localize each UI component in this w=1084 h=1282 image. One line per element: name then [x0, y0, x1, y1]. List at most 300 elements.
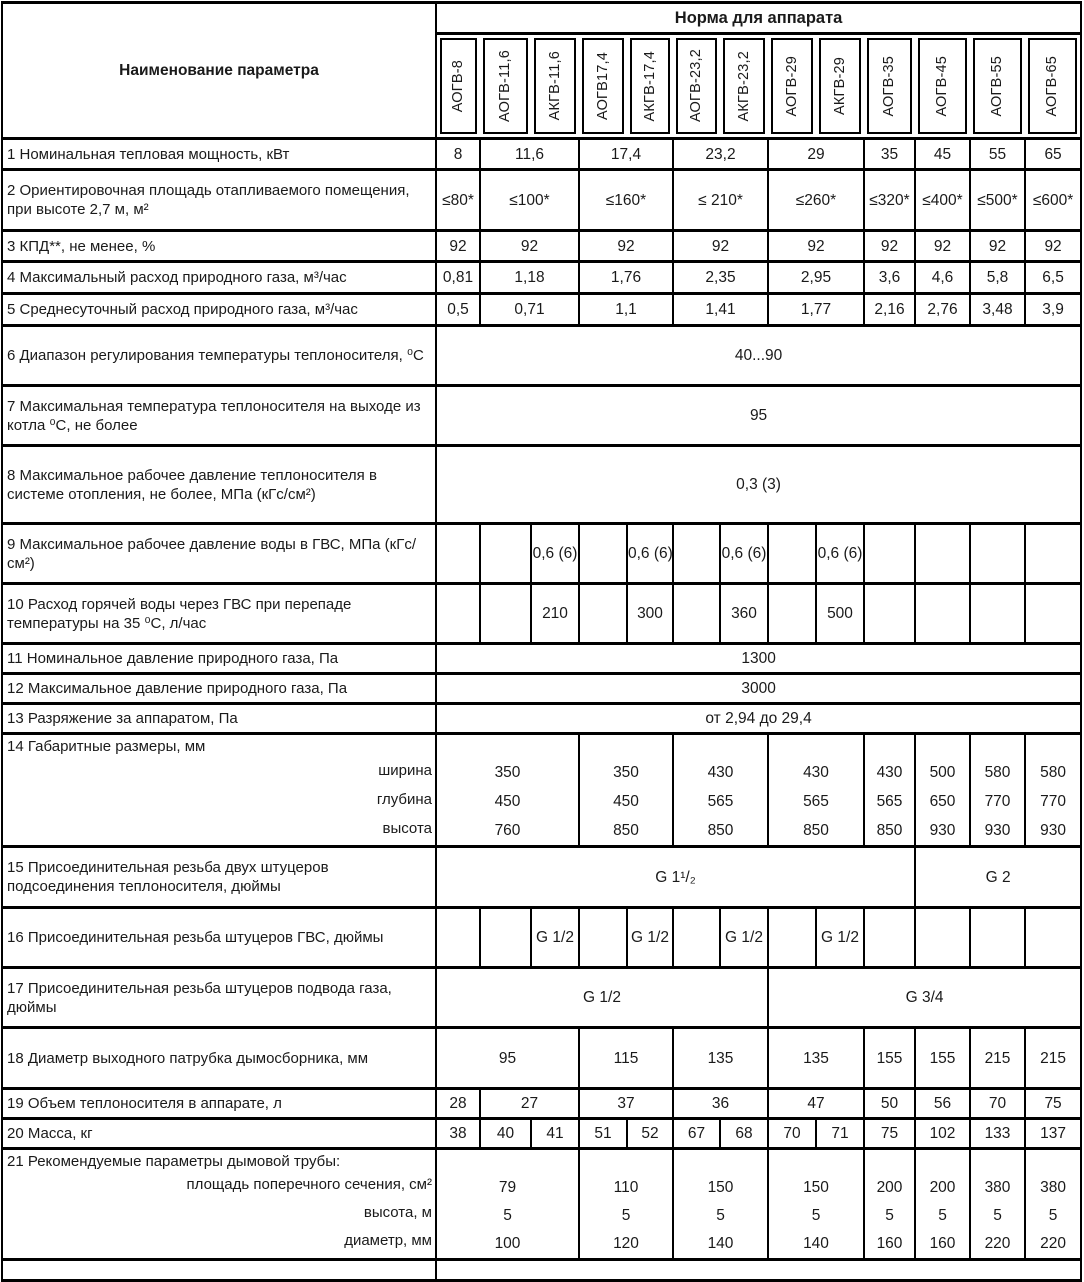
value-cell: 52	[627, 1119, 673, 1149]
value-line: 450	[494, 793, 521, 810]
footnote-value-cell	[436, 1260, 1081, 1281]
value-cell: 95	[436, 386, 1081, 446]
row-label: 9 Максимальное рабочее давление воды в ГВС, МПа (кГс/см²)	[7, 535, 417, 572]
column-header-box	[440, 38, 477, 134]
value-line: 930	[984, 822, 1011, 839]
table-row	[2, 294, 1081, 326]
value-cell: ≤320*	[864, 170, 915, 231]
value-cell: от 2,94 до 29,4	[436, 704, 1081, 734]
model-label: АОГВ-29	[783, 55, 800, 117]
value-line: 110	[613, 1179, 639, 1196]
column-header-box	[630, 38, 670, 134]
table-row	[2, 231, 1081, 262]
row-label: 15 Присоединительная резьба двух штуцеров подсоединения теплоносителя, дюймы	[7, 859, 329, 895]
value-line: 430	[876, 764, 903, 781]
value-cell: 92	[673, 231, 768, 262]
value-cell	[970, 734, 1025, 847]
row-label: 8 Максимальное рабочее давление теплоносителя в системе отопления, не более, МПа (кГс/см²)	[7, 466, 377, 503]
row-label: 13 Разряжение за аппаратом, Па	[7, 710, 238, 727]
column-header-cell	[720, 34, 768, 139]
column-header-cell	[768, 34, 816, 139]
column-header-box	[973, 38, 1022, 134]
value-cell: 500	[816, 584, 864, 644]
model-label: АКГВ-23,2	[735, 50, 752, 122]
value-cell: 1,41	[673, 294, 768, 326]
model-label: АОГВ-23,2	[688, 49, 704, 123]
table-row	[2, 1119, 1081, 1149]
table-row	[2, 326, 1081, 386]
value-line: 5	[503, 1207, 512, 1224]
row-label-cell	[2, 1149, 436, 1260]
row-label: 17 Присоединительная резьба штуцеров подвода газа, дюймы	[7, 979, 392, 1016]
value-cell: 45	[915, 139, 970, 170]
model-label: АОГВ-55	[989, 55, 1005, 117]
value-line: 5	[993, 1207, 1002, 1224]
norm-header: Норма для аппарата	[436, 3, 1081, 34]
column-header-box	[1028, 38, 1077, 134]
value-cell	[915, 524, 970, 584]
value-cell	[768, 524, 816, 584]
value-line: 350	[494, 764, 521, 781]
value-cell	[480, 908, 531, 968]
value-cell	[1025, 908, 1081, 968]
column-header-cell	[915, 34, 970, 139]
value-cell: 71	[816, 1119, 864, 1149]
value-cell	[970, 584, 1025, 644]
value-cell: 92	[970, 231, 1025, 262]
table-row	[2, 1149, 1081, 1260]
value-cell: 360	[720, 584, 768, 644]
value-cell: G 1¹/₂	[436, 847, 915, 908]
value-cell: 51	[579, 1119, 627, 1149]
column-header-cell	[480, 34, 531, 139]
row-label: 14 Габаритные размеры, мм	[7, 738, 206, 755]
value-cell: 92	[579, 231, 673, 262]
value-line: 850	[803, 822, 829, 839]
value-line: 500	[929, 764, 956, 781]
sub-label: высота	[382, 820, 432, 837]
value-cell: 0,6 (6)	[627, 524, 673, 584]
value-cell	[673, 734, 768, 847]
model-label: АОГВ-11,6	[497, 50, 513, 122]
value-cell: ≤500*	[970, 170, 1025, 231]
value-cell: 55	[970, 139, 1025, 170]
value-line: 580	[984, 764, 1011, 781]
value-cell: 70	[970, 1089, 1025, 1119]
row-label-cell	[2, 386, 436, 446]
row-label-cell	[2, 262, 436, 294]
sub-label: высота, м	[363, 1204, 432, 1221]
value-cell: 3000	[436, 674, 1081, 704]
value-cell: 75	[864, 1119, 915, 1149]
value-cell	[970, 1149, 1025, 1260]
row-label-cell	[2, 446, 436, 524]
value-cell: 1,77	[768, 294, 864, 326]
value-cell: 1,1	[579, 294, 673, 326]
value-cell	[864, 524, 915, 584]
model-label: АОГВ-65	[1044, 55, 1061, 117]
value-cell	[673, 1149, 768, 1260]
sub-label: ширина	[378, 762, 432, 779]
value-line: 150	[803, 1179, 829, 1196]
value-cell: 2,95	[768, 262, 864, 294]
row-label: 7 Максимальная температура теплоносителя на выходе из котла ⁰С, не более	[7, 397, 421, 434]
value-cell: 0,6 (6)	[816, 524, 864, 584]
value-cell: 3,6	[864, 262, 915, 294]
value-cell	[579, 524, 627, 584]
model-label: АКГВ-11,6	[546, 51, 563, 121]
table-row	[2, 908, 1081, 968]
value-cell: 67	[673, 1119, 720, 1149]
row-label: 3 КПД**, не менее, %	[7, 237, 156, 255]
value-cell: 70	[768, 1119, 816, 1149]
row-label-cell	[2, 139, 436, 170]
value-cell	[1025, 584, 1081, 644]
header-row-top	[2, 3, 1081, 34]
model-label: АОГВ-8	[450, 59, 466, 113]
row-label: 18 Диаметр выходного патрубка дымосборника, мм	[7, 1049, 369, 1067]
value-cell	[915, 908, 970, 968]
value-line: 760	[494, 822, 521, 839]
value-cell: 92	[864, 231, 915, 262]
value-cell: 6,5	[1025, 262, 1081, 294]
value-cell	[915, 734, 970, 847]
value-cell: 92	[480, 231, 579, 262]
value-cell	[436, 1149, 579, 1260]
table-row	[2, 674, 1081, 704]
table-row	[2, 734, 1081, 847]
value-cell: 23,2	[673, 139, 768, 170]
value-line: 565	[803, 793, 829, 810]
value-cell: 17,4	[579, 139, 673, 170]
column-header-cell	[579, 34, 627, 139]
row-label: 21 Рекомендуемые параметры дымовой трубы:	[7, 1153, 341, 1170]
table-row	[2, 386, 1081, 446]
value-line: 200	[876, 1179, 903, 1196]
table-row	[2, 170, 1081, 231]
row-label-cell	[2, 704, 436, 734]
table-row	[2, 704, 1081, 734]
table-row	[2, 1089, 1081, 1119]
value-line: 770	[984, 793, 1011, 810]
value-cell: 0,5	[436, 294, 480, 326]
column-header-cell	[436, 34, 480, 139]
value-cell: 215	[1025, 1028, 1081, 1089]
value-line: 380	[1040, 1179, 1066, 1196]
value-cell: 1300	[436, 644, 1081, 674]
table-row	[2, 1028, 1081, 1089]
value-cell	[673, 524, 720, 584]
value-line: 770	[1040, 793, 1066, 810]
value-cell: 35	[864, 139, 915, 170]
value-cell: 47	[768, 1089, 864, 1119]
value-cell: G 1/2	[436, 968, 768, 1028]
value-cell	[436, 584, 480, 644]
footnote-label-cell	[2, 1260, 436, 1281]
value-line: 450	[613, 793, 639, 810]
value-line: 120	[613, 1235, 639, 1252]
value-cell: 0,6 (6)	[531, 524, 579, 584]
value-cell: 65	[1025, 139, 1081, 170]
column-header-box	[819, 38, 861, 134]
value-cell: 68	[720, 1119, 768, 1149]
value-cell: 75	[1025, 1089, 1081, 1119]
table-row	[2, 139, 1081, 170]
value-line: 430	[803, 764, 829, 781]
value-cell: ≤400*	[915, 170, 970, 231]
column-header-box	[534, 38, 576, 134]
column-header-box	[867, 38, 912, 134]
value-line: 380	[984, 1179, 1011, 1196]
value-cell: 215	[970, 1028, 1025, 1089]
column-header-cell	[531, 34, 579, 139]
row-label-cell	[2, 908, 436, 968]
value-line: 5	[938, 1207, 947, 1224]
value-line: 140	[803, 1235, 829, 1252]
column-header-box	[771, 38, 813, 134]
row-label-cell	[2, 524, 436, 584]
column-header-cell	[816, 34, 864, 139]
value-line: 565	[707, 793, 734, 810]
value-cell	[436, 734, 579, 847]
value-line: 580	[1040, 764, 1066, 781]
row-label: 6 Диапазон регулирования температуры теплоносителя, ⁰С	[7, 347, 424, 364]
value-line: 5	[811, 1207, 821, 1224]
column-header-box	[918, 38, 967, 134]
value-cell: 41	[531, 1119, 579, 1149]
value-cell	[579, 1149, 673, 1260]
value-cell: G 3/4	[768, 968, 1081, 1028]
value-line: 160	[876, 1235, 903, 1252]
value-cell: 2,35	[673, 262, 768, 294]
value-cell	[480, 584, 531, 644]
model-label: АОГВ-45	[934, 55, 950, 117]
row-label: 5 Среднесуточный расход природного газа, м³/час	[7, 301, 358, 318]
row-label-cell	[2, 734, 436, 847]
row-label-cell	[2, 294, 436, 326]
value-cell: ≤160*	[579, 170, 673, 231]
value-line: 850	[876, 822, 903, 839]
value-line: 850	[613, 822, 639, 839]
value-cell: 50	[864, 1089, 915, 1119]
value-line: 350	[613, 764, 639, 781]
value-line: 5	[885, 1207, 894, 1224]
column-header-cell	[970, 34, 1025, 139]
value-line: 5	[1048, 1207, 1058, 1224]
value-line: 850	[707, 822, 734, 839]
value-cell: 1,18	[480, 262, 579, 294]
value-cell: 133	[970, 1119, 1025, 1149]
row-label-cell	[2, 674, 436, 704]
table-row	[2, 262, 1081, 294]
value-cell: 115	[579, 1028, 673, 1089]
value-line: 930	[1040, 822, 1066, 839]
value-cell: ≤600*	[1025, 170, 1081, 231]
column-header-cell	[673, 34, 720, 139]
row-label: 1 Номинальная тепловая мощность, кВт	[7, 145, 290, 163]
value-cell: ≤ 210*	[673, 170, 768, 231]
value-cell: 0,71	[480, 294, 579, 326]
value-cell: 4,6	[915, 262, 970, 294]
value-cell: 2,16	[864, 294, 915, 326]
value-cell: 0,3 (3)	[436, 446, 1081, 524]
table-row	[2, 847, 1081, 908]
sub-label: диаметр, мм	[344, 1232, 432, 1249]
spec-table	[1, 1, 1082, 1282]
value-cell: 300	[627, 584, 673, 644]
model-label: АОГВ-35	[881, 55, 897, 117]
value-cell: 5,8	[970, 262, 1025, 294]
value-cell: G 1/2	[720, 908, 768, 968]
value-cell	[579, 908, 627, 968]
model-label: АКГВ-29	[831, 57, 848, 115]
value-line: 79	[498, 1179, 517, 1196]
value-line: 650	[929, 793, 956, 810]
value-cell	[915, 584, 970, 644]
value-cell: 102	[915, 1119, 970, 1149]
model-label: АОГВ17,4	[594, 52, 611, 120]
value-cell	[579, 584, 627, 644]
spec-table-page	[0, 1, 1084, 1252]
value-cell	[768, 1149, 864, 1260]
column-header-box	[582, 38, 624, 134]
row-label: 16 Присоединительная резьба штуцеров ГВС, дюймы	[7, 929, 384, 946]
sub-label: площадь поперечного сечения, см²	[186, 1176, 432, 1193]
value-cell: 29	[768, 139, 864, 170]
value-cell: 38	[436, 1119, 480, 1149]
value-cell: G 2	[915, 847, 1081, 908]
value-line: 150	[707, 1179, 734, 1196]
value-cell: 210	[531, 584, 579, 644]
value-cell: 36	[673, 1089, 768, 1119]
value-line: 220	[1040, 1235, 1066, 1252]
value-cell: 92	[768, 231, 864, 262]
column-header-box	[483, 38, 528, 134]
value-cell: 3,48	[970, 294, 1025, 326]
table-row	[2, 968, 1081, 1028]
sub-label: глубина	[376, 791, 432, 808]
value-cell: 0,6 (6)	[720, 524, 768, 584]
row-label-cell	[2, 1089, 436, 1119]
column-header-cell	[1025, 34, 1081, 139]
value-cell	[970, 524, 1025, 584]
row-label-cell	[2, 584, 436, 644]
value-line: 140	[707, 1235, 734, 1252]
column-header-box	[723, 38, 765, 134]
column-header-cell	[864, 34, 915, 139]
value-cell: 11,6	[480, 139, 579, 170]
value-cell	[1025, 524, 1081, 584]
value-line: 160	[929, 1235, 956, 1252]
row-label: 19 Объем теплоносителя в аппарате, л	[7, 1095, 282, 1112]
value-cell: 28	[436, 1089, 480, 1119]
value-cell: 155	[915, 1028, 970, 1089]
value-cell: 92	[436, 231, 480, 262]
row-label-cell	[2, 847, 436, 908]
value-cell	[864, 584, 915, 644]
value-cell: 137	[1025, 1119, 1081, 1149]
value-cell: 3,9	[1025, 294, 1081, 326]
value-cell	[436, 908, 480, 968]
row-label-cell	[2, 326, 436, 386]
value-cell: 135	[673, 1028, 768, 1089]
value-line: 200	[929, 1179, 956, 1196]
value-cell: 37	[579, 1089, 673, 1119]
value-line: 5	[716, 1207, 725, 1224]
column-header-cell	[627, 34, 673, 139]
value-cell: 40...90	[436, 326, 1081, 386]
table-row	[2, 524, 1081, 584]
row-label-cell	[2, 1028, 436, 1089]
value-cell: 8	[436, 139, 480, 170]
value-cell: G 1/2	[816, 908, 864, 968]
row-label-cell	[2, 1119, 436, 1149]
row-label: 12 Максимальное давление природного газа, Па	[7, 680, 348, 697]
value-line: 100	[494, 1235, 521, 1252]
model-label: АКГВ-17,4	[641, 50, 658, 122]
row-label: 20 Масса, кг	[7, 1125, 93, 1142]
row-label: 10 Расход горячей воды через ГВС при перепаде температуры на 35 ⁰С, л/час	[7, 595, 352, 632]
value-cell: ≤260*	[768, 170, 864, 231]
value-cell	[1025, 734, 1081, 847]
value-cell: 56	[915, 1089, 970, 1119]
row-label-cell	[2, 231, 436, 262]
value-cell	[768, 584, 816, 644]
value-cell: 92	[1025, 231, 1081, 262]
value-cell	[970, 908, 1025, 968]
table-row	[2, 644, 1081, 674]
row-label-cell	[2, 968, 436, 1028]
value-cell: ≤100*	[480, 170, 579, 231]
value-cell	[864, 1149, 915, 1260]
row-label: 11 Номинальное давление природного газа, Па	[7, 650, 339, 667]
value-cell	[864, 908, 915, 968]
value-cell: 155	[864, 1028, 915, 1089]
row-label: 4 Максимальный расход природного газа, м³/час	[7, 269, 347, 286]
value-cell	[673, 584, 720, 644]
value-cell	[864, 734, 915, 847]
value-line: 430	[707, 764, 734, 781]
row-label-cell	[2, 644, 436, 674]
value-cell	[436, 524, 480, 584]
value-cell	[579, 734, 673, 847]
value-line: 930	[929, 822, 956, 839]
row-label-cell	[2, 170, 436, 231]
table-row	[2, 446, 1081, 524]
param-column-header: Наименование параметра	[2, 3, 436, 139]
value-line: 565	[876, 793, 903, 810]
value-cell: 2,76	[915, 294, 970, 326]
table-row	[2, 584, 1081, 644]
value-cell	[915, 1149, 970, 1260]
value-cell: 95	[436, 1028, 579, 1089]
value-cell: ≤80*	[436, 170, 480, 231]
cutoff-footnote-row	[2, 1260, 1081, 1281]
value-cell: 27	[480, 1089, 579, 1119]
value-cell: G 1/2	[627, 908, 673, 968]
row-label: 2 Ориентировочная площадь отапливаемого помещения, при высоте 2,7 м, м²	[7, 182, 410, 218]
value-cell: 0,81	[436, 262, 480, 294]
value-cell: 40	[480, 1119, 531, 1149]
column-header-box	[676, 38, 717, 134]
value-cell: 92	[915, 231, 970, 262]
value-line: 220	[984, 1235, 1011, 1252]
value-cell: 135	[768, 1028, 864, 1089]
value-cell: G 1/2	[531, 908, 579, 968]
value-cell	[480, 524, 531, 584]
value-line: 5	[621, 1207, 631, 1224]
value-cell: 1,76	[579, 262, 673, 294]
